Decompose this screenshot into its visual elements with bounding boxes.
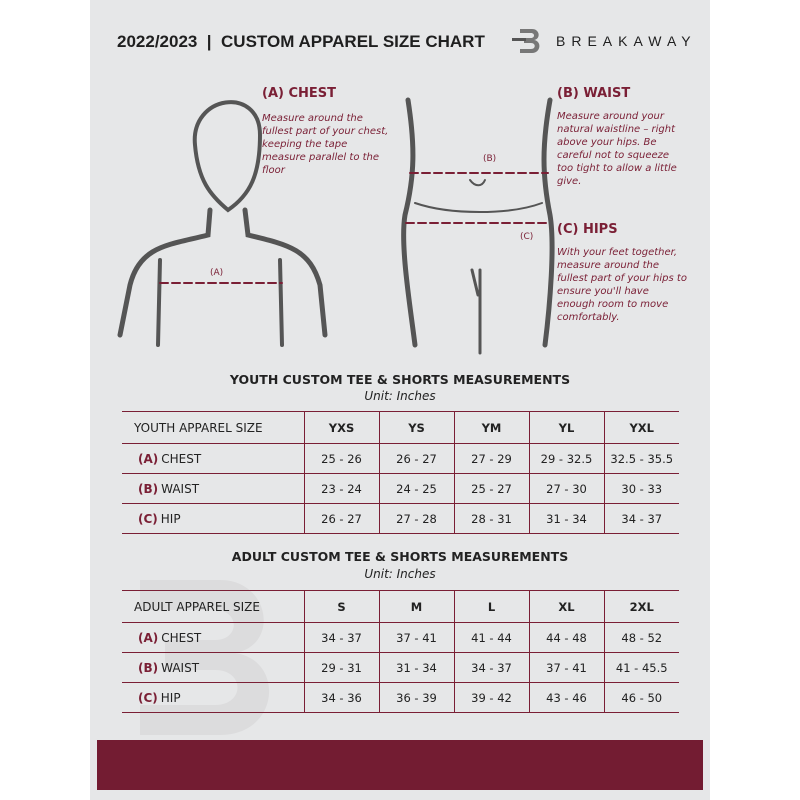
size-column-header: YS — [379, 412, 454, 444]
table-cell: 32.5 - 35.5 — [604, 444, 679, 474]
table-cell: 34 - 37 — [604, 504, 679, 534]
table-cell: 37 - 41 — [529, 653, 604, 683]
measurement-name: HIP — [160, 511, 181, 526]
adult-section-title: ADULT CUSTOM TEE & SHORTS MEASUREMENTS — [231, 549, 569, 564]
measurement-label — [122, 683, 304, 713]
waist-heading: (B) WAIST — [557, 86, 631, 101]
table-row — [122, 474, 679, 504]
table-cell: 23 - 24 — [304, 474, 379, 504]
table-cell: 31 - 34 — [529, 504, 604, 534]
measurement-code: (B) — [138, 481, 159, 496]
measurement-name: WAIST — [161, 481, 200, 496]
table-cell: 30 - 33 — [604, 474, 679, 504]
measurement-code: (B) — [138, 660, 159, 675]
table-cell: 48 - 52 — [604, 623, 679, 653]
measurement-name: CHEST — [161, 451, 202, 466]
size-column-header: 2XL — [604, 591, 679, 623]
table-row — [122, 444, 679, 474]
chest-heading: (A) CHEST — [262, 86, 337, 101]
size-column-header: XL — [529, 591, 604, 623]
waist-instructions: Measure around your natural waistline – right above your hips. Be careful not to squeeze too tight to allow a little give. — [557, 111, 677, 187]
size-header: ADULT APPAREL SIZE — [122, 591, 304, 623]
youth-unit: Unit: Inches — [364, 389, 436, 403]
measurement-label — [122, 474, 304, 504]
breakaway-logo — [512, 26, 544, 56]
measurement-name: CHEST — [161, 630, 202, 645]
table-cell: 41 - 44 — [454, 623, 529, 653]
measurement-label — [122, 653, 304, 683]
measurement-label — [122, 444, 304, 474]
table-cell: 28 - 31 — [454, 504, 529, 534]
page-title: 2022/2023 | CUSTOM APPAREL SIZE CHART — [117, 32, 485, 51]
measurement-name: HIP — [160, 690, 181, 705]
brand-name: BREAKAWAY — [556, 33, 697, 49]
table-cell: 46 - 50 — [604, 683, 679, 713]
adult-size-table — [122, 590, 679, 713]
table-cell: 24 - 25 — [379, 474, 454, 504]
size-column-header: M — [379, 591, 454, 623]
table-cell: 31 - 34 — [379, 653, 454, 683]
table-cell: 27 - 30 — [529, 474, 604, 504]
table-cell: 34 - 36 — [304, 683, 379, 713]
measurement-code: (C) — [138, 690, 158, 705]
chest-instructions: Measure around the fullest part of your chest, keeping the tape measure parallel to the floor — [262, 113, 389, 176]
hips-marker: (C) — [520, 232, 534, 242]
table-row — [122, 683, 679, 713]
size-header: YOUTH APPAREL SIZE — [122, 412, 304, 444]
measurement-label — [122, 623, 304, 653]
table-cell: 43 - 46 — [529, 683, 604, 713]
table-cell: 36 - 39 — [379, 683, 454, 713]
table-cell: 41 - 45.5 — [604, 653, 679, 683]
table-cell: 37 - 41 — [379, 623, 454, 653]
table-cell: 44 - 48 — [529, 623, 604, 653]
adult-unit: Unit: Inches — [364, 567, 436, 581]
table-cell: 39 - 42 — [454, 683, 529, 713]
table-row — [122, 623, 679, 653]
size-column-header: YL — [529, 412, 604, 444]
size-column-header: YXL — [604, 412, 679, 444]
table-header-row — [122, 591, 679, 623]
size-column-header: YXS — [304, 412, 379, 444]
table-header-row — [122, 412, 679, 444]
hips-instructions: With your feet together, measure around the fullest part of your hips to ensure you'll have enough room to move comfortably. — [557, 247, 687, 323]
size-column-header: S — [304, 591, 379, 623]
measurement-code: (C) — [138, 511, 158, 526]
table-cell: 26 - 27 — [304, 504, 379, 534]
measurement-code: (A) — [138, 451, 159, 466]
youth-section-title: YOUTH CUSTOM TEE & SHORTS MEASUREMENTS — [229, 372, 571, 387]
table-cell: 27 - 28 — [379, 504, 454, 534]
table-cell: 25 - 27 — [454, 474, 529, 504]
footer-bar — [97, 740, 703, 790]
youth-size-table — [122, 411, 679, 534]
table-row — [122, 504, 679, 534]
table-cell: 26 - 27 — [379, 444, 454, 474]
size-column-header: YM — [454, 412, 529, 444]
table-cell: 29 - 31 — [304, 653, 379, 683]
table-cell: 25 - 26 — [304, 444, 379, 474]
hips-heading: (C) HIPS — [557, 222, 618, 237]
table-cell: 34 - 37 — [304, 623, 379, 653]
table-cell: 27 - 29 — [454, 444, 529, 474]
measurement-name: WAIST — [161, 660, 200, 675]
table-row — [122, 653, 679, 683]
table-cell: 34 - 37 — [454, 653, 529, 683]
chest-marker: (A) — [210, 268, 224, 278]
measurement-code: (A) — [138, 630, 159, 645]
waist-marker: (B) — [483, 154, 497, 164]
table-cell: 29 - 32.5 — [529, 444, 604, 474]
measurement-label — [122, 504, 304, 534]
size-column-header: L — [454, 591, 529, 623]
